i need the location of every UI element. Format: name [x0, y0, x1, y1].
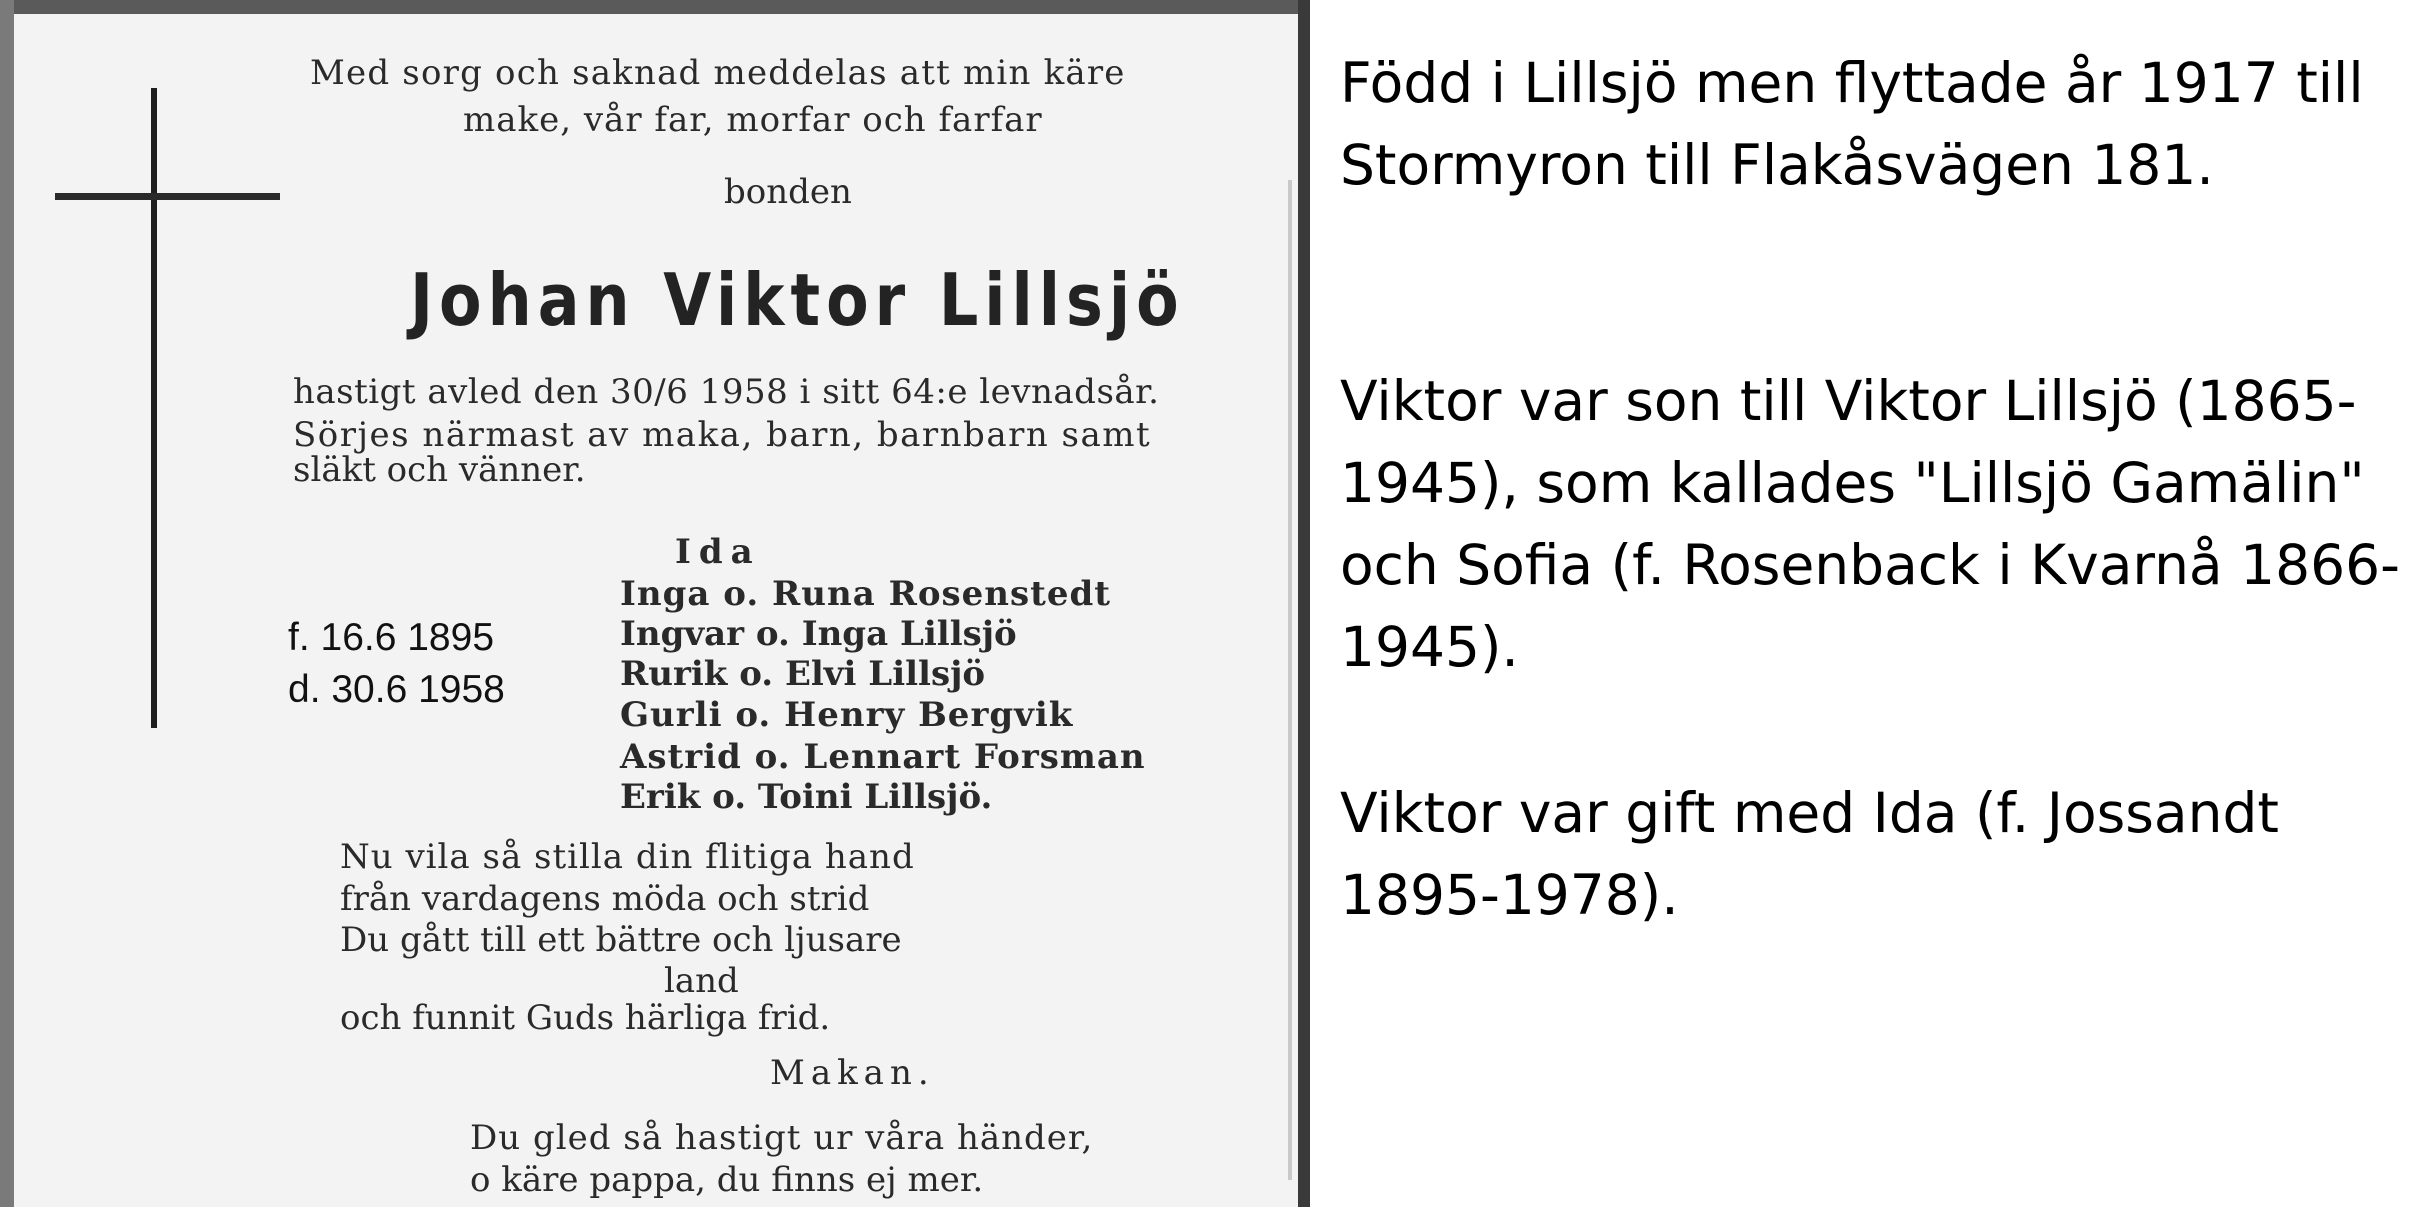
- verse-signature: Makan.: [770, 1053, 935, 1093]
- verse-line: Du gått till ett bättre och ljusare: [340, 920, 902, 960]
- cross-icon-vertical: [151, 88, 157, 728]
- mourner-line: Ingvar o. Inga Lillsjö: [620, 614, 1017, 654]
- birth-date: f. 16.6 1895: [288, 616, 495, 659]
- verse-line: o käre pappa, du finns ej mer.: [470, 1160, 984, 1200]
- intro-line-1: Med sorg och saknad meddelas att min käre: [310, 53, 1126, 93]
- verse-line: från vardagens möda och strid: [340, 879, 870, 919]
- mourner-line: Ida: [675, 532, 761, 572]
- scan-border-right: [1298, 0, 1310, 1207]
- mourner-line: Erik o. Toini Lillsjö.: [620, 777, 993, 817]
- mourner-line: Inga o. Runa Rosenstedt: [620, 574, 1111, 614]
- death-date: d. 30.6 1958: [288, 668, 505, 711]
- death-line-2: Sörjes närmast av maka, barn, barnbarn samt: [293, 415, 1152, 455]
- caption-paragraph-3: Viktor var gift med Ida (f. Jossandt 1895-1978).: [1340, 781, 2279, 927]
- scan-border-top: [0, 0, 1310, 14]
- mourner-line: Rurik o. Elvi Lillsjö: [620, 654, 986, 694]
- scan-border-left: [0, 0, 14, 1207]
- caption-paragraph-1: Född i Lillsjö men flyttade år 1917 till Stormyron till Flakåsvägen 181.: [1340, 51, 2364, 197]
- intro-line-2: make, vår far, morfar och farfar: [463, 100, 1043, 140]
- verse-line: land: [664, 961, 739, 1001]
- caption-paragraph-2: Viktor var son till Viktor Lillsjö (1865-1945), som kallades "Lillsjö Gamälin" och Sofia (f. Rosenback i Kvarnå 1866-1945).: [1340, 369, 2400, 679]
- occupation: bonden: [724, 172, 852, 212]
- deceased-name: Johan Viktor Lillsjö: [410, 258, 1185, 342]
- verse-line: Du gled så hastigt ur våra händer,: [470, 1118, 1094, 1158]
- verse-line: och funnit Guds härliga frid.: [340, 998, 831, 1038]
- verse-line: Nu vila så stilla din flitiga hand: [340, 837, 915, 877]
- death-line-3: släkt och vänner.: [293, 450, 586, 490]
- scan-shadow: [1288, 180, 1292, 1180]
- death-line-1: hastigt avled den 30/6 1958 i sitt 64:e levnadsår.: [293, 372, 1160, 412]
- cross-icon-horizontal: [55, 193, 280, 200]
- mourner-line: Astrid o. Lennart Forsman: [620, 737, 1146, 777]
- mourner-line: Gurli o. Henry Bergvik: [620, 695, 1074, 735]
